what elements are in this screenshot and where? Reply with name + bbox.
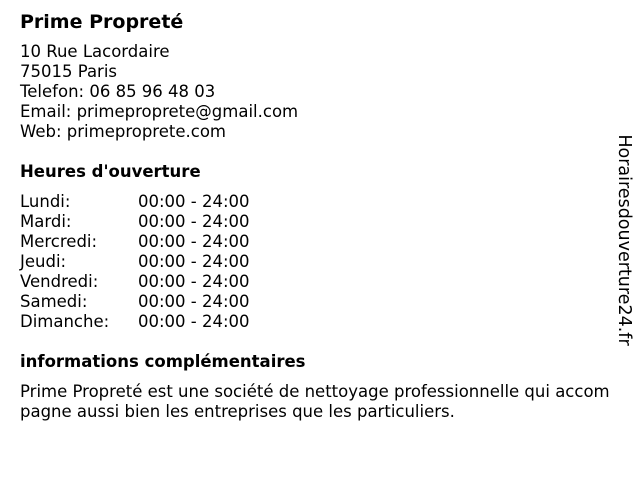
hours-time: 00:00 - 24:00 — [138, 272, 250, 291]
opening-hours-table — [20, 192, 250, 332]
hours-time: 00:00 - 24:00 — [138, 212, 250, 231]
hours-row-friday — [20, 272, 250, 292]
hours-time: 00:00 - 24:00 — [138, 312, 250, 331]
hours-day: Dimanche: — [20, 312, 110, 331]
business-name: Prime Propreté — [20, 11, 184, 33]
email-address: Email: primeproprete@gmail.com — [20, 102, 299, 121]
additional-info-heading: informations complémentaires — [20, 352, 306, 371]
hours-row-monday — [20, 192, 250, 212]
hours-day: Lundi: — [20, 192, 71, 211]
opening-hours-heading: Heures d'ouverture — [20, 162, 201, 181]
address-street: 10 Rue Lacordaire — [20, 42, 170, 61]
hours-day: Vendredi: — [20, 272, 99, 291]
hours-day: Samedi: — [20, 292, 88, 311]
hours-day: Mercredi: — [20, 232, 98, 251]
hours-row-tuesday — [20, 212, 250, 232]
hours-row-saturday — [20, 292, 250, 312]
business-card — [20, 10, 610, 422]
website: Web: primeproprete.com — [20, 122, 226, 141]
hours-day: Mardi: — [20, 212, 72, 231]
hours-row-sunday — [20, 312, 250, 332]
hours-time: 00:00 - 24:00 — [138, 192, 250, 211]
hours-row-thursday — [20, 252, 250, 272]
hours-day: Jeudi: — [20, 252, 67, 271]
hours-time: 00:00 - 24:00 — [138, 252, 250, 271]
hours-time: 00:00 - 24:00 — [138, 292, 250, 311]
contact-block — [20, 42, 605, 142]
business-description: Prime Propreté est une société de nettoyage professionnelle qui accompagne aussi bien les entreprises que les particuliers. — [20, 382, 610, 421]
hours-time: 00:00 - 24:00 — [138, 232, 250, 251]
phone-number: Telefon: 06 85 96 48 03 — [20, 82, 216, 101]
address-city: 75015 Paris — [20, 62, 118, 81]
hours-row-wednesday — [20, 232, 250, 252]
brand-watermark: Horairesdouverture24.fr — [614, 134, 634, 346]
